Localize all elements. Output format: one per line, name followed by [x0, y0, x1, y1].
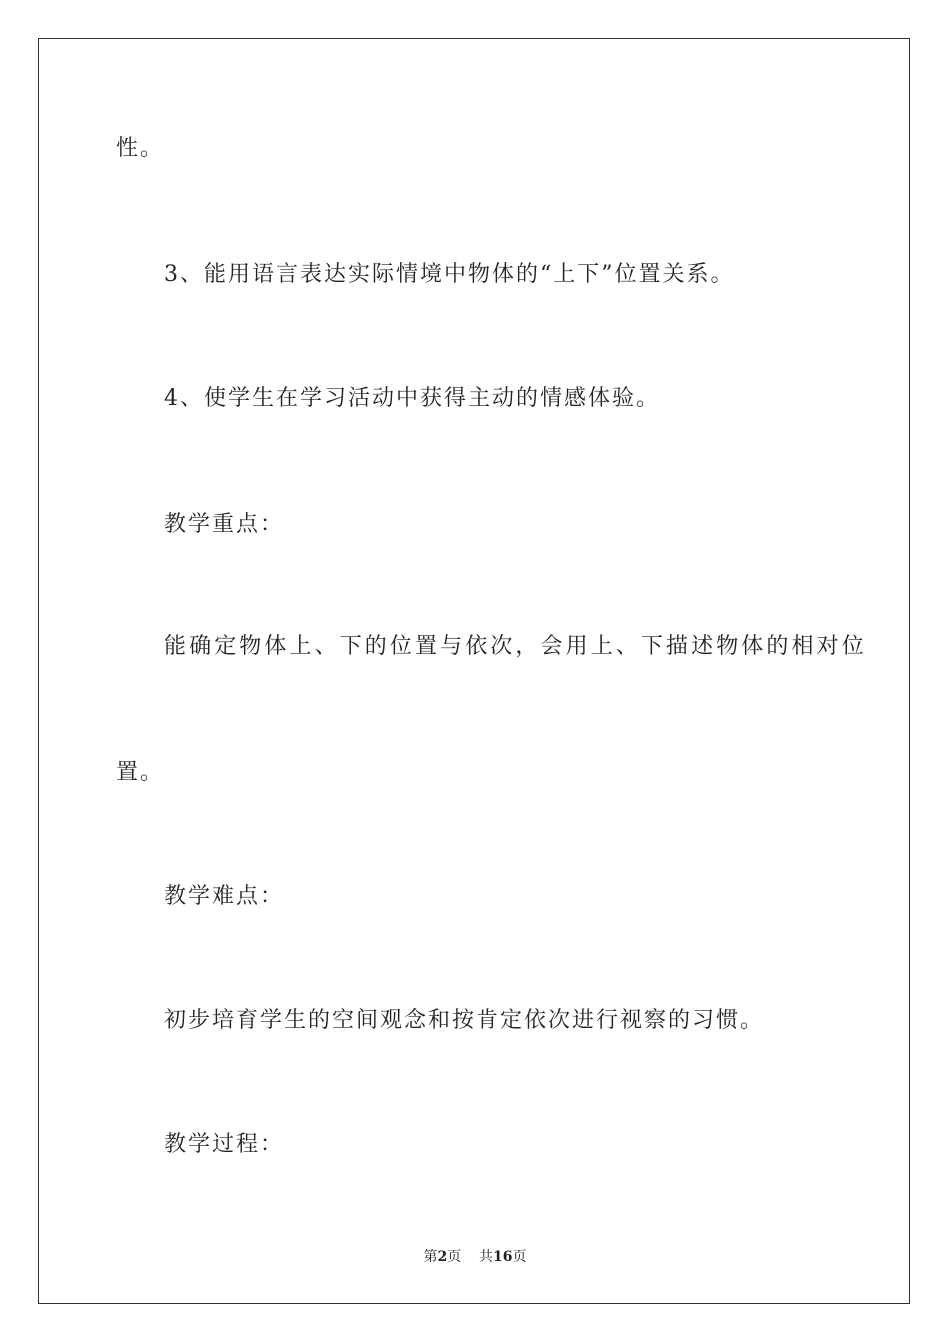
section-heading-process: 教学过程：	[164, 1132, 285, 1157]
total-pages-number: 16	[493, 1249, 513, 1265]
page-border	[38, 38, 910, 1304]
page-footer	[0, 1248, 950, 1266]
footer-total-word: 页	[512, 1249, 527, 1265]
key-points-text-continued: 置。	[116, 760, 165, 785]
section-heading-key-points: 教学重点：	[164, 512, 285, 537]
difficulties-text: 初步培育学生的空间观念和按肯定依次进行视察的习惯。	[164, 1008, 765, 1033]
objective-3: 3、能用语言表达实际情境中物体的“上下”位置关系。	[164, 262, 735, 287]
paragraph-line: 性。	[116, 136, 165, 161]
section-heading-difficulties: 教学难点：	[164, 884, 285, 909]
current-page-number: 2	[437, 1249, 448, 1265]
footer-total-prefix: 共	[479, 1249, 494, 1265]
footer-prefix: 第	[423, 1249, 438, 1265]
key-points-text: 能确定物体上、下的位置与依次，会用上、下描述物体的相对位	[164, 634, 867, 659]
footer-page-word: 页	[447, 1249, 462, 1265]
objective-4: 4、使学生在学习活动中获得主动的情感体验。	[164, 386, 660, 411]
